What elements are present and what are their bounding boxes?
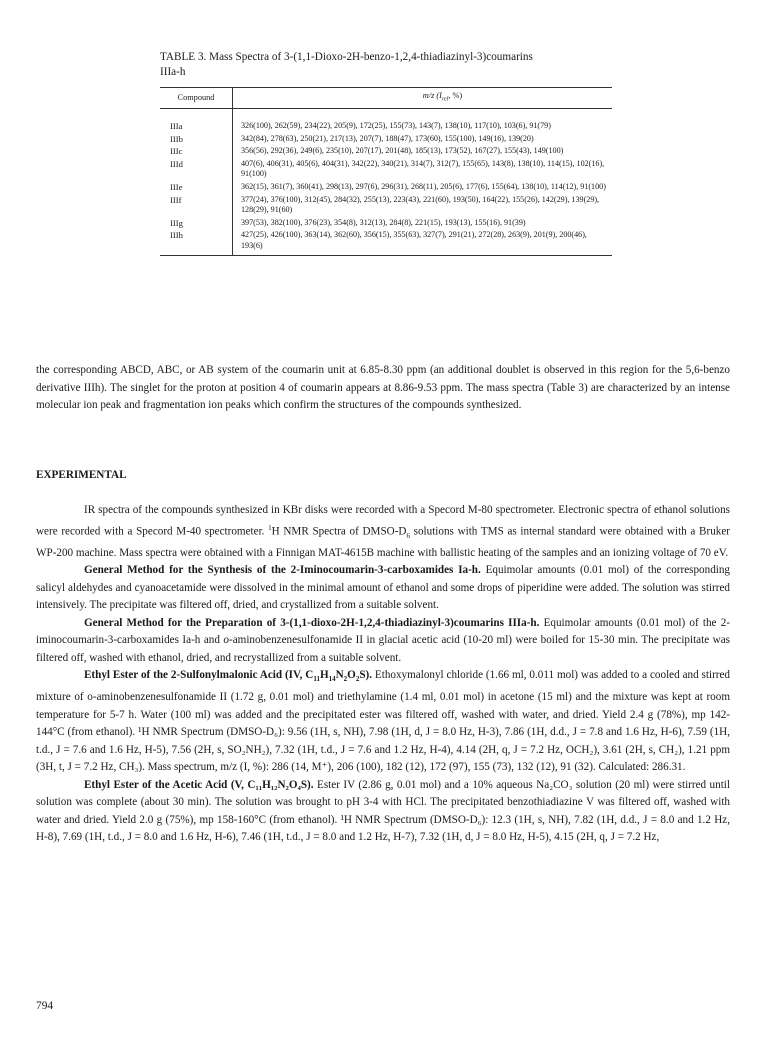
p4-italic: o — [223, 634, 229, 647]
table-3 — [160, 50, 612, 256]
values-cell: 326(100), 262(59), 234(22), 205(9), 172(25), 155(73), 143(7), 138(10), 117(10), 103(6), 91(79) — [241, 121, 551, 130]
paragraph-nmr-discussion: the corresponding ABCD, ABC, or AB system of the coumarin unit at 6.85-8.30 ppm (an additional doublet is observed in this region for the 5,6-benzo derivative IIIh). The singlet for the proton at position 4 of coumarin appears at 8.86-9.53 ppm. The mass spectra (Table 3) are characterized by an intense molecular ion peak and fragmentation ion peaks which confirm the structures of the compounds synthesized. — [36, 364, 730, 411]
paragraph-ester-v — [36, 777, 730, 847]
p4-part-a: Equimolar amounts (0.01 mol) of the 2-iminocoumarin-3-carboxamides Ia-h and — [36, 616, 730, 647]
header-mz-text: m/z (I — [422, 90, 442, 100]
compound-cell: IIIa — [160, 109, 233, 134]
p5-formula: S). — [359, 669, 373, 682]
table-caption — [160, 50, 612, 80]
table-caption-line2: IIIa-h — [160, 66, 186, 78]
values-cell: 342(84), 278(63), 250(21), 217(13), 207(7), 188(47), 173(60), 155(100), 149(16), 139(20) — [241, 133, 534, 143]
table-row — [160, 134, 612, 147]
p3-body: Equimolar amounts (0.01 mol) of the corresponding salicyl aldehydes and cyanoacetamide were dissolved in the minimal amount of ethanol and some drops of piperidine were added. The solution was stirred intensively. The precipitate was filtered off, dried, and crystallized from a suitable solvent. — [36, 564, 730, 612]
discussion-paragraph — [36, 362, 730, 415]
values-cell: 362(15), 361(7), 360(41), 298(13), 297(6), 296(31), 268(11), 205(6), 177(6), 155(64), 138(10), 114(12), 91(100) — [241, 181, 606, 191]
p5-formula: H — [319, 669, 329, 682]
compound-cell: IIIh — [160, 230, 233, 255]
p2-superscript: 1 — [268, 523, 272, 532]
p2-part-a: IR spectra of the compounds synthesized in KBr disks were recorded with a Specord M-80 spectrometer. Electronic spectra of ethanol solutions were recorded with a Specord M-40 spectrometer. — [36, 504, 730, 538]
p5-formula: 2 — [355, 675, 360, 684]
page-number: 794 — [36, 1000, 54, 1012]
p2-part-c: solutions with TMS as internal standard were obtained with a Bruker WP-200 machine. Mass spectra were obtained with a Finnigan MAT-4615B machine with ballistic heating of the samples and an ionizing voltage of 70 eV. — [36, 525, 730, 559]
table-row — [160, 109, 612, 134]
compound-cell: IIId — [160, 159, 233, 182]
compound-cell: IIIf — [160, 195, 233, 218]
header-compound: Compound — [160, 88, 233, 109]
table-row — [160, 218, 612, 231]
values-cell: 427(25), 426(100), 363(14), 362(60), 356(15), 355(63), 327(7), 291(21), 272(28), 263(9), 201(9), 200(46), 193(6) — [241, 230, 587, 250]
values-cell: 407(6), 406(31), 405(6), 404(31), 342(22), 340(21), 314(7), 312(7), 155(65), 143(8), 138(10), 114(15), 102(16), 91(100) — [241, 158, 605, 179]
p4-title: General Method for the Preparation of 3-(1,1-dioxo-2H-1,2,4-thiadiazinyl-3)coumarins IIIa-h. — [84, 616, 540, 629]
experimental-body — [36, 502, 730, 847]
header-mz-tail: , %) — [448, 90, 463, 100]
table-row — [160, 146, 612, 159]
p4-part-b: -aminobenzenesulfonamide II in glacial acetic acid (10-20 ml) were boiled for 15-30 min. The precipitate was filtered off, washed with ethanol, dried, and recrystallized from a suitable solvent. — [36, 634, 730, 664]
paragraph-preparation-method — [36, 615, 730, 668]
table-row — [160, 182, 612, 195]
table-row — [160, 159, 612, 182]
p6-title: Ethyl Ester of the Acetic Acid (V, C₁₁H₁₂N₂O₄S). — [84, 778, 314, 791]
compound-cell: IIIe — [160, 182, 233, 195]
p5-formula: N — [335, 669, 344, 682]
mass-spectra-table — [160, 87, 612, 256]
table-row — [160, 230, 612, 255]
values-cell: 356(56), 292(36), 249(6), 235(10), 207(17), 201(48), 185(13), 173(52), 167(27), 155(43), 149(100) — [241, 146, 564, 156]
p3-title: General Method for the Synthesis of the 2-Iminocoumarin-3-carboxamides Ia-h. — [84, 564, 481, 577]
p2-subscript: 6 — [406, 531, 410, 540]
header-mz-sub: rel — [441, 96, 449, 103]
p5-formula: 2 — [343, 675, 348, 684]
paragraph-ester-iv — [36, 667, 730, 776]
paragraph-synthesis-method — [36, 562, 730, 615]
compound-cell: IIIc — [160, 146, 233, 159]
section-heading-experimental: EXPERIMENTAL — [36, 469, 127, 481]
p5-title: Ethyl Ester of the 2-Sulfonylmalonic Acid (IV, C — [84, 669, 314, 682]
compound-cell: IIIg — [160, 218, 233, 231]
table-row — [160, 195, 612, 218]
p5-formula: 14 — [328, 675, 336, 684]
paragraph-instruments — [36, 502, 730, 562]
p6-body: Ester IV (2.86 g, 0.01 mol) and a 10% aqueous Na₂CO₃ solution (20 ml) were stirred until solution was complete (about 30 min). The solution was brought to pH 3-4 with HCl. The precipitated benzothiadiazine V was filtered off, washed with water and dried. Yield 2.0 g (75%), mp 158-160°C (from ethanol). ¹H NMR Spectrum (DMSO-D₆): 12.3 (1H, s, NH), 7.82 (1H, d.d., J = 8.0 and 1.2 Hz, H-8), 7.69 (1H, t.d., J = 8.0 and 1.6 Hz, H-6), 7.46 (1H, t.d., J = 8.0 and 1.2 Hz, H-7), 7.32 (1H, d, J = 8.0 Hz, H-5), 4.15 (2H, q, J = 7.2 Hz, — [36, 778, 730, 844]
compound-cell: IIIb — [160, 134, 233, 147]
table-caption-line1: TABLE 3. Mass Spectra of 3-(1,1-Dioxo-2H-benzo-1,2,4-thiadiazinyl-3)coumarins — [160, 51, 533, 63]
p2-part-b: H NMR Spectra of DMSO-D — [271, 525, 407, 538]
p5-formula: O — [347, 669, 356, 682]
p5-formula: 11 — [313, 675, 320, 684]
values-cell: 377(24), 376(100), 312(45), 284(32), 255(13), 223(43), 221(60), 193(50), 164(22), 155(26), 142(29), 139(29), 128(29), 91(60) — [241, 194, 600, 215]
header-mz — [233, 88, 613, 109]
p5-body: Ethoxymalonyl chloride (1.66 ml, 0.011 mol) was added to a cooled and stirred mixture of o-aminobenzenesulfonamide II (1.72 g, 0.01 mol) and triethylamine (1.4 ml, 0.01 mol) in acetone (15 ml) and the mixture was kept at room temperature for 5-7 h. Water (100 ml) was added and the precipitated ester was filtered off, washed with water, and dried. Yield 2.4 g (78%), mp 142-144°C (from ethanol). ¹H NMR Spectrum (DMSO-D₆): 9.56 (1H, s, NH), 7.98 (1H, d, J = 8.0 Hz, H-3), 7.86 (1H, d.d., J = 7.8 and 1.6 Hz, H-6), 7.59 (1H, t.d., J = 7.6 and 1.6 Hz, H-5), 7.56 (2H, s, SO₂NH₂), 7.32 (1H, t.d., J = 7.6 and 1.2 Hz, H-4), 4.14 (2H, q, J = 7.2 Hz, OCH₂), 3.61 (2H, s, CH₂), 1.21 ppm (3H, t, J = 7.2 Hz, CH₃). Mass spectrum, m/z (I, %): 286 (14, M⁺), 206 (100), 182 (12), 172 (97), 155 (73), 132 (12), 91 (32). Calculated: 286.31. — [36, 669, 731, 774]
values-cell: 397(53), 382(100), 376(23), 354(8), 312(13), 284(8), 221(15), 193(13), 155(16), 91(39) — [241, 217, 526, 227]
